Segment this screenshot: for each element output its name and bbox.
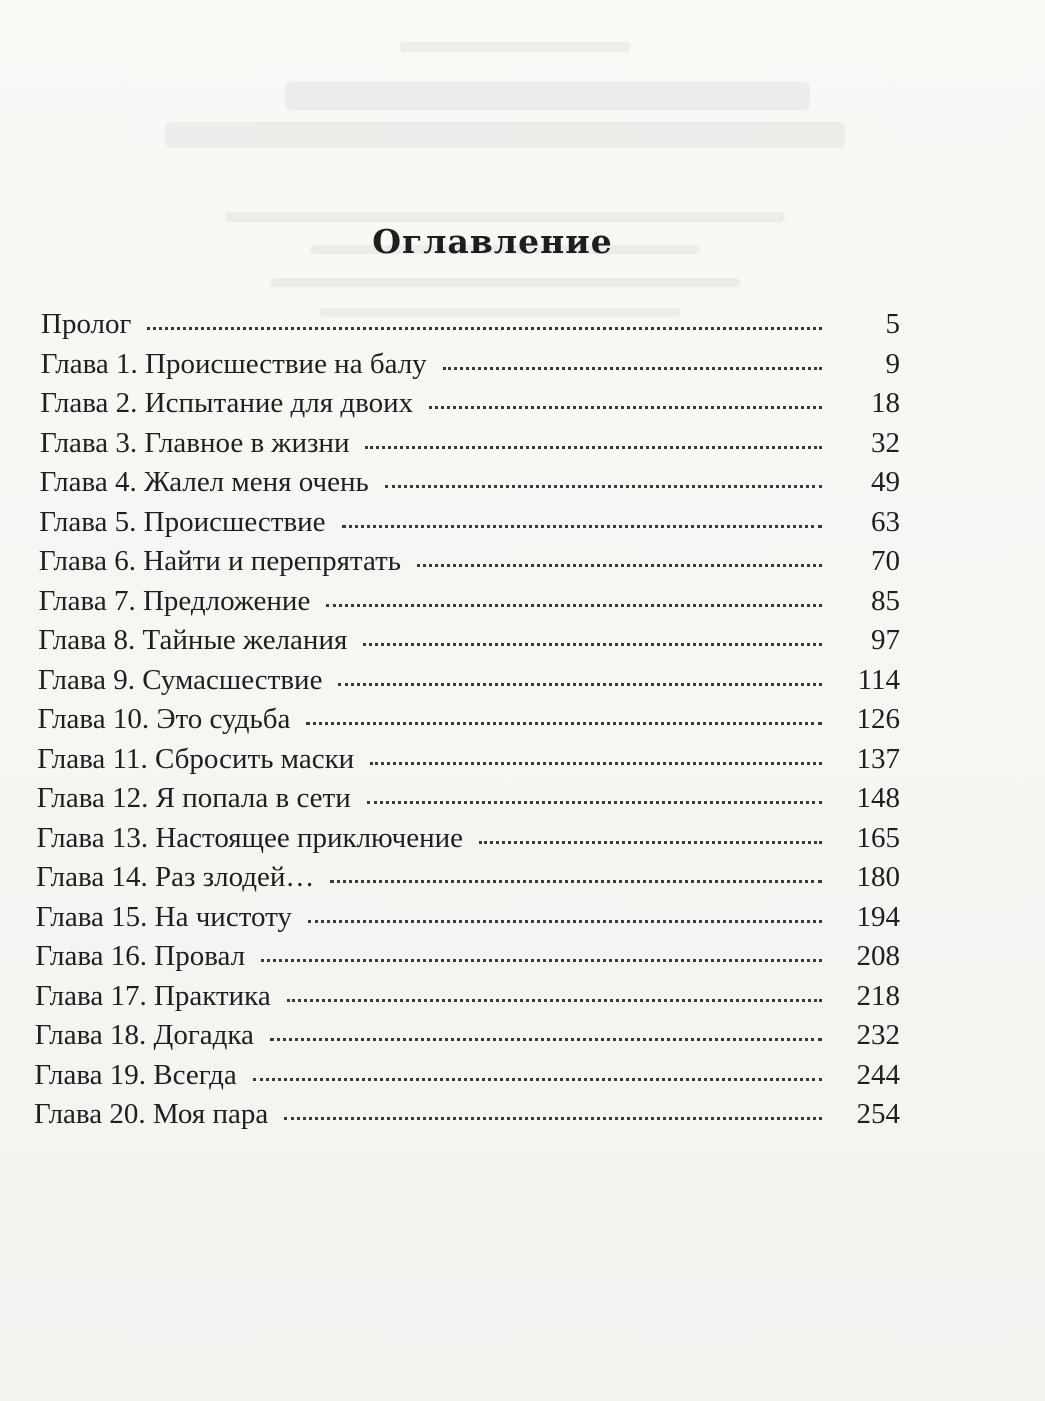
toc-entry (41, 308, 900, 348)
toc-entry-page-number: 180 (856, 861, 900, 893)
toc-entry-label: Глава 4. Жалел меня очень (39, 466, 369, 498)
toc-leader-dots (338, 683, 822, 686)
toc-leader-dots (367, 801, 822, 804)
toc-entry-page-number: 232 (856, 1019, 900, 1051)
toc-entry-page-number: 126 (856, 703, 900, 735)
toc-entry-page-number: 5 (885, 308, 900, 340)
toc-entry (35, 940, 900, 980)
toc-leader-dots (287, 999, 822, 1002)
toc-leader-dots (363, 643, 822, 646)
toc-entry-page-number: 114 (857, 663, 900, 696)
toc-entry-label: Глава 18. Догадка (34, 1019, 254, 1051)
toc-leader-dots (261, 959, 822, 962)
toc-entry-page-number: 165 (856, 821, 900, 854)
toc-entry-label: Глава 20. Моя пара (34, 1098, 269, 1130)
toc-leader-dots (479, 841, 822, 844)
toc-entry-page-number: 148 (856, 782, 900, 814)
toc-leader-dots (330, 880, 822, 883)
toc-list (34, 308, 900, 1138)
toc-leader-dots (342, 525, 822, 528)
toc-entry-page-number: 9 (885, 347, 900, 380)
toc-leader-dots (326, 604, 822, 607)
toc-entry-label: Глава 3. Главное в жизни (40, 426, 350, 459)
toc-entry (37, 782, 900, 822)
toc-entry (39, 506, 900, 546)
toc-entry (36, 901, 900, 941)
toc-entry-page-number: 85 (871, 584, 900, 617)
toc-entry-page-number: 32 (871, 426, 900, 459)
toc-entry-label: Глава 12. Я попала в сети (36, 782, 351, 814)
toc-entry-page-number: 70 (871, 545, 900, 577)
toc-leader-dots (147, 327, 822, 330)
toc-leader-dots (417, 564, 822, 567)
toc-entry-label: Глава 8. Тайные желания (38, 624, 348, 656)
toc-entry (34, 1098, 900, 1138)
toc-entry-label: Глава 14. Раз злодей… (36, 861, 315, 893)
toc-entry (40, 387, 900, 427)
toc-entry (39, 545, 900, 585)
toc-entry-label: Глава 6. Найти и перепрятать (38, 545, 401, 577)
toc-entry (37, 822, 901, 862)
toc-entry-label: Глава 16. Провал (35, 940, 246, 972)
toc-entry-label: Глава 7. Предложение (38, 584, 311, 617)
toc-entry-page-number: 97 (871, 624, 900, 656)
toc-title: Оглавление (372, 222, 613, 261)
toc-leader-dots (253, 1078, 822, 1081)
toc-entry (34, 1059, 900, 1099)
toc-entry (38, 703, 901, 743)
toc-entry (36, 861, 900, 901)
toc-entry-label: Глава 15. На чистоту (35, 900, 292, 933)
toc-leader-dots (308, 920, 822, 923)
toc-entry (38, 664, 900, 704)
toc-entry (39, 585, 900, 625)
toc-entry-label: Глава 5. Происшествие (39, 505, 326, 538)
toc-entry (35, 1019, 900, 1059)
toc-entry-label: Пролог (41, 308, 132, 340)
toc-entry (40, 427, 900, 467)
toc-entry-label: Глава 19. Всегда (34, 1058, 237, 1091)
toc-entry-label: Глава 13. Настоящее приключение (36, 821, 463, 854)
toc-entry-page-number: 208 (856, 940, 900, 972)
toc-leader-dots (284, 1117, 822, 1120)
toc-entry-page-number: 194 (856, 900, 900, 933)
toc-leader-dots (306, 722, 822, 725)
toc-entry-label: Глава 10. Это судьба (37, 703, 291, 735)
toc-leader-dots (270, 1038, 822, 1041)
toc-leader-dots (365, 446, 822, 449)
toc-entry-page-number: 18 (871, 387, 900, 419)
toc-entry-page-number: 244 (856, 1058, 900, 1091)
toc-entry-label: Глава 2. Испытание для двоих (40, 387, 414, 419)
toc-entry-label: Глава 11. Сбросить маски (37, 742, 355, 775)
toc-entry-page-number: 49 (871, 466, 900, 498)
toc-entry-page-number: 137 (856, 742, 900, 775)
toc-leader-dots (385, 485, 822, 488)
toc-leader-dots (429, 406, 822, 409)
toc-entry (41, 348, 900, 388)
toc-entry (37, 743, 900, 783)
toc-leader-dots (443, 367, 822, 370)
toc-entry-page-number: 218 (856, 979, 900, 1012)
toc-entry (35, 980, 900, 1020)
toc-entry-label: Глава 17. Практика (35, 979, 271, 1012)
toc-entry (40, 466, 900, 506)
toc-entry-label: Глава 9. Сумасшествие (37, 663, 323, 696)
toc-entry (38, 624, 900, 664)
toc-entry-page-number: 63 (871, 505, 900, 538)
toc-leader-dots (370, 762, 822, 765)
toc-entry-page-number: 254 (856, 1098, 900, 1130)
toc-entry-label: Глава 1. Происшествие на балу (40, 347, 427, 380)
